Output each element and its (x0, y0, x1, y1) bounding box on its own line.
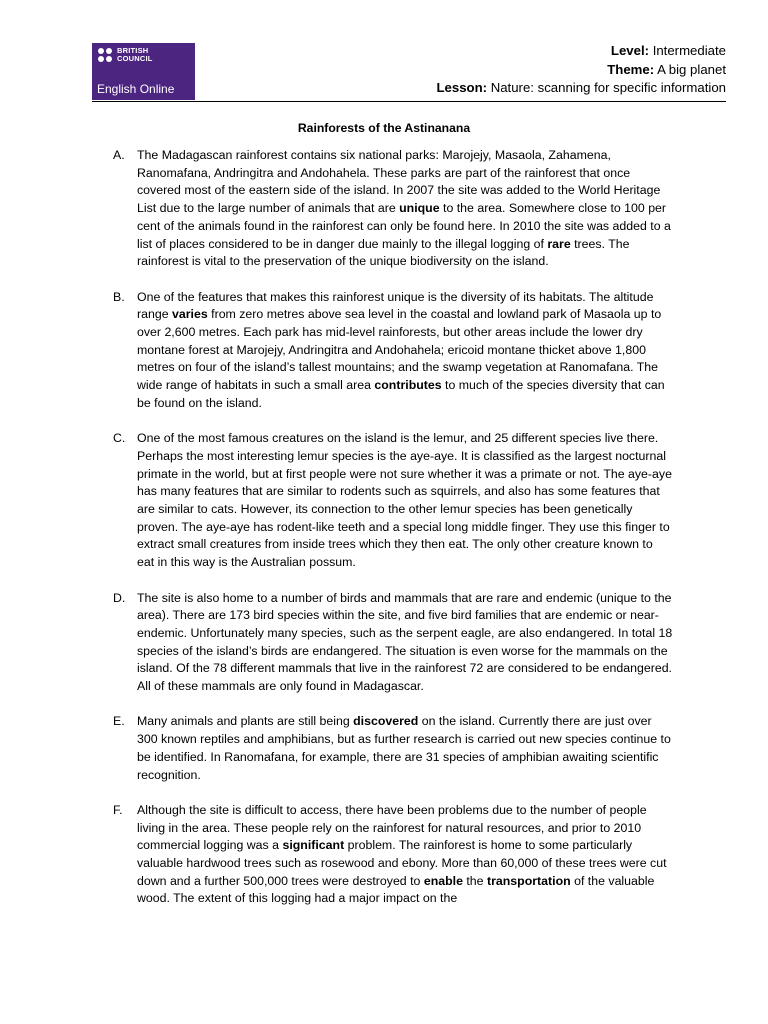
document-title: Rainforests of the Astinanana (297, 121, 471, 135)
paragraph-letter: E. (113, 714, 125, 729)
text-run: The Madagascan rainforest contains six national parks: Marojejy, Masaola, Zahamena, Ranomafana, Andringitra and Andohahela. These parks are part of the rainforest that once covered most of the eastern side of the island. In 2007 the site was added to the World Heritage List due to the large number of animals that are (137, 148, 661, 216)
paragraph-text (137, 289, 673, 413)
key-word: varies (172, 307, 208, 322)
text-run: of the valuable wood. The extent of this logging had a major impact on the (137, 873, 655, 906)
paragraph-text (137, 590, 673, 696)
key-word: rare (547, 236, 571, 251)
level-value: Intermediate (652, 43, 726, 58)
level-label: Level: (610, 43, 650, 58)
logo-line-1: BRITISH (117, 46, 149, 55)
lesson-value: Nature: scanning for specific information (490, 80, 726, 95)
text-run: The site is also home to a number of birds and mammals that are rare and endemic (unique to the area). There are 173 bird species within the site, and five bird families that are endemic or near-endemic. Unfortunately many species, such as the serpent eagle, are also endangered. In total 18 species of the island’s birds are endangered. The situation is even worse for the mammals on the island. Of the 78 different mammals that live in the rainforest 72 are considered to be endangered. All of these mammals are only found in Madagascar. (137, 590, 673, 694)
logo-line-2: COUNCIL (117, 54, 153, 63)
key-word: discovered (353, 714, 419, 729)
paragraph-letter: D. (113, 590, 126, 605)
text-run: from zero metres above sea level in the coastal and lowland park of Masaola up to over 2,600 metres. Each park has mid-level rainforests, but other areas include the lower dry montane forest at Marojejy, Andringitra and Andohahela; ericoid montane thicket above 1,800 metres on four of the island’s tallest mountains; and the swamp vegetation at Ranomafana. The wide range of habitats in such a small area (137, 307, 662, 393)
british-council-logo (92, 43, 195, 100)
text-run: trees. The rainforest is vital to the preservation of the unique biodiversity on the island. (137, 236, 630, 269)
paragraph (113, 590, 673, 696)
header-divider (92, 101, 726, 102)
text-run: problem. The rainforest is home to some particularly valuable hardwood trees such as rosewood and ebony. More than 60,000 of these trees were cut down and a further 500,000 trees were destroyed to (137, 838, 667, 888)
text-run: Although the site is difficult to access, there have been problems due to the number of people living in the area. These people rely on the rainforest for natural resources, and prior to 2010 commercial logging was a (137, 802, 647, 853)
paragraph (113, 147, 673, 271)
paragraph (113, 289, 673, 413)
british-council-dots-icon (98, 48, 114, 64)
text-run: on the island. Currently there are just over 300 known reptiles and amphibians, but as further research is carried out new species continue to be identified. In Ranomafana, for example, there are 31 species of amphibian awaiting scientific recognition. (137, 714, 671, 782)
paragraph-text (137, 713, 673, 784)
paragraph-letter: B. (113, 289, 125, 304)
level-row (436, 42, 726, 61)
paragraph (113, 802, 673, 908)
paragraph-letter: F. (113, 802, 123, 817)
paragraph-text (137, 430, 673, 572)
text-run: One of the most famous creatures on the island is the lemur, and 25 different species live there. Perhaps the most interesting lemur species is the aye-aye. It is classified as the largest nocturnal primate in the world, but at first people were not sure whether it was a primate or not. The aye-aye has many features that are similar to rodents such as squirrels, and also has some features that are similar to cats. However, its connection to the other lemur species has been genetically proven. The aye-aye has rodent-like teeth and a special long middle finger. They use this finger to extract small creatures from inside trees which they then eat. The only other creature known to eat in this way is the Australian possum. (137, 431, 672, 570)
key-word: unique (399, 201, 440, 216)
article-body (113, 147, 673, 926)
paragraph (113, 430, 673, 572)
theme-row (436, 61, 726, 80)
logo-product-name: English Online (97, 82, 175, 96)
paragraph-text (137, 147, 673, 271)
paragraph (113, 713, 673, 784)
lesson-label: Lesson: (436, 80, 488, 95)
key-word: contributes (374, 378, 442, 393)
lesson-meta (436, 42, 726, 98)
text-run: Many animals and plants are still being (137, 714, 354, 729)
paragraph-letter: A. (113, 148, 125, 162)
key-word: enable (423, 873, 463, 888)
text-run: the (462, 873, 487, 888)
paragraph-letter: C. (113, 431, 126, 446)
text-run: One of the features that makes this rainforest unique is the diversity of its habitats. The altitude range (137, 289, 654, 322)
logo-wordmark (117, 47, 153, 63)
lesson-row (436, 79, 726, 98)
text-run: to much of the species diversity that can be found on the island. (137, 378, 665, 410)
theme-label: Theme: (607, 61, 655, 77)
theme-value: A big planet (657, 61, 726, 77)
text-run: to the area. Somewhere close to 100 per cent of the animals found in the rainforest can only be found here. In 2010 the site was added to a list of places considered to be in danger due mainly to the illegal logging of (137, 201, 671, 251)
key-word: significant (282, 838, 345, 853)
paragraph-text (137, 802, 673, 908)
key-word: transportation (486, 873, 571, 888)
